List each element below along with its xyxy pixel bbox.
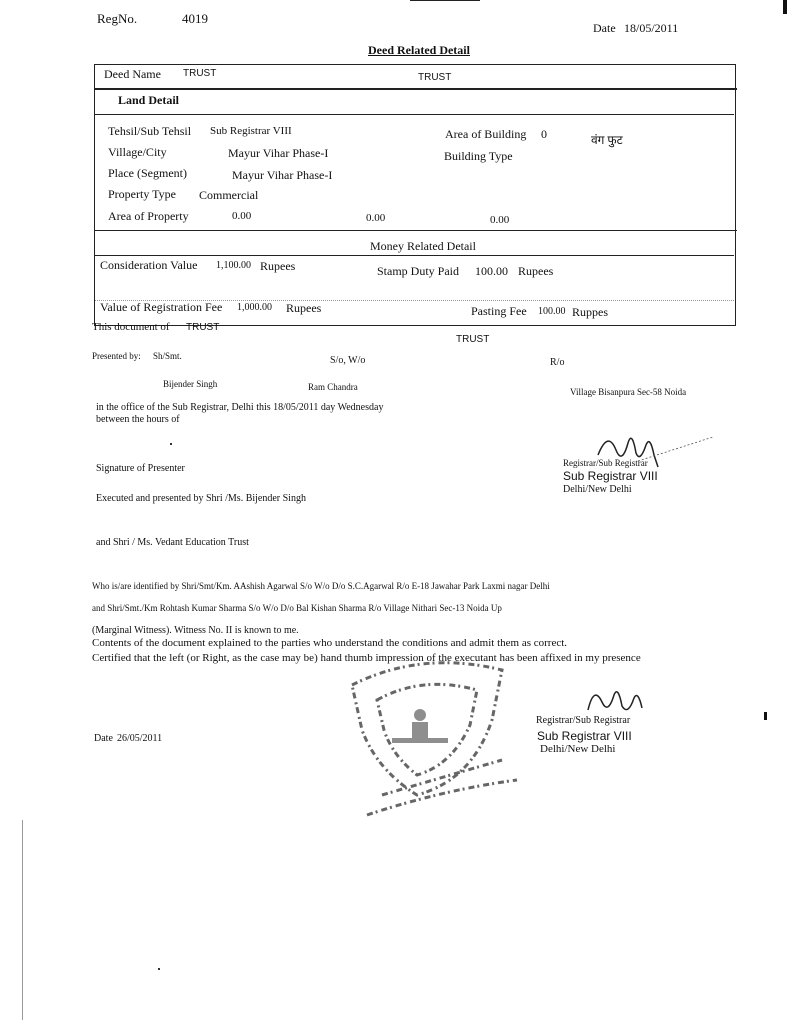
land-detail-box	[94, 88, 737, 231]
identified-line-1: Who is/are identified by Shri/Smt/Km. AAshish Agarwal S/o W/o D/o S.C.Agarwal R/o E-18 Jawahar Park Laxmi nagar Delhi	[92, 581, 550, 591]
signature-of-presenter: Signature of Presenter	[96, 463, 185, 474]
shsmt-label: Sh/Smt.	[153, 351, 182, 361]
property-type-value: Commercial	[199, 188, 259, 202]
footer-date-label: Date	[94, 733, 113, 744]
stamp-duty-value: 100.00	[475, 264, 508, 278]
area-property-value-3: 0.00	[490, 214, 510, 226]
area-property-value-1: 0.00	[232, 210, 252, 222]
area-building-unit: वंग फुट	[591, 133, 623, 147]
header-date-value: 18/05/2011	[624, 21, 679, 35]
registrar-1-line1: Registrar/Sub Registrar	[563, 458, 648, 468]
area-property-value-2: 0.00	[366, 212, 386, 224]
place-label: Place (Segment)	[108, 166, 187, 180]
sowo-label: S/o, W/o	[330, 355, 366, 366]
regno-label: RegNo.	[97, 11, 138, 26]
document-of-label: This document of	[92, 321, 170, 333]
registrar-2-line3: Delhi/New Delhi	[540, 743, 616, 755]
consideration-value: 1,100.00	[216, 260, 251, 271]
village-value: Mayur Vihar Phase-I	[228, 146, 329, 160]
money-detail-title: Money Related Detail	[370, 239, 476, 253]
area-property-label: Area of Property	[108, 209, 189, 223]
consideration-unit: Rupees	[260, 259, 296, 273]
pasting-fee-label: Pasting Fee	[471, 304, 527, 318]
scan-left-edge	[22, 820, 23, 1020]
certified-line: Certified that the left (or Right, as the case may be) hand thumb impression of the executant has been affixed in my presence	[92, 652, 641, 664]
pasting-fee-unit: Ruppes	[572, 305, 608, 319]
stamp-duty-unit: Rupees	[518, 264, 554, 278]
presenter-parent: Ram Chandra	[308, 382, 358, 392]
village-label: Village/City	[108, 145, 167, 159]
deed-name-value: TRUST	[183, 68, 217, 79]
stamp-duty-label: Stamp Duty Paid	[377, 264, 460, 278]
scan-top-line	[410, 0, 480, 1]
office-line-1: in the office of the Sub Registrar, Delhi this 18/05/2011 day Wednesday	[96, 402, 384, 413]
document-of-value: TRUST	[186, 322, 220, 333]
page-title: Deed Related Detail	[368, 43, 470, 57]
consideration-label: Consideration Value	[100, 258, 198, 272]
registrar-signature-2	[580, 680, 660, 720]
presenter-address: Village Bisanpura Sec-58 Noida	[570, 387, 687, 397]
document-type: TRUST	[456, 334, 490, 345]
area-building-value: 0	[541, 127, 547, 141]
registrar-2-line1: Registrar/Sub Registrar	[536, 715, 631, 726]
ro-label: R/o	[550, 357, 565, 368]
presenter-name: Bijender Singh	[163, 379, 218, 389]
witness-line: (Marginal Witness). Witness No. II is known to me.	[92, 625, 299, 636]
place-value: Mayur Vihar Phase-I	[232, 168, 333, 182]
building-type-label: Building Type	[444, 149, 513, 163]
registrar-1-line3: Delhi/New Delhi	[563, 484, 632, 495]
land-detail-title: Land Detail	[118, 93, 180, 107]
land-detail-header-rule	[95, 114, 734, 115]
tehsil-value: Sub Registrar VIII	[210, 125, 292, 137]
contents-line: Contents of the document explained to the parties who understand the conditions and admit them as correct.	[92, 637, 568, 649]
registration-fee-label: Value of Registration Fee	[100, 300, 223, 314]
identified-line-2: and Shri/Smt./Km Rohtash Kumar Sharma S/o W/o D/o Bal Kishan Sharma R/o Village Nithari Sec-13 Noida Up	[92, 603, 502, 613]
scan-speck	[170, 443, 172, 445]
and-line: and Shri / Ms. Vedant Education Trust	[96, 537, 249, 548]
regno-value: 4019	[182, 11, 208, 26]
footer-date-value: 26/05/2011	[117, 733, 163, 744]
executed-line: Executed and presented by Shri /Ms. Bijender Singh	[96, 493, 306, 504]
presented-by-label: Presented by:	[92, 351, 141, 361]
tehsil-label: Tehsil/Sub Tehsil	[108, 124, 192, 138]
scan-edge-mark	[783, 0, 787, 14]
property-type-label: Property Type	[108, 187, 176, 201]
scan-speck	[764, 712, 767, 720]
registration-fee-value: 1,000.00	[237, 302, 272, 313]
official-seal-stamp	[322, 630, 532, 830]
pasting-fee-value: 100.00	[538, 306, 566, 317]
area-building-label: Area of Building	[445, 127, 527, 141]
deed-name-label: Deed Name	[104, 67, 161, 81]
office-line-2: between the hours of	[96, 414, 180, 425]
registration-fee-unit: Rupees	[286, 301, 322, 315]
deed-type-value: TRUST	[418, 72, 452, 83]
registrar-2-line2: Sub Registrar VIII	[537, 729, 632, 743]
money-section-rule	[95, 255, 734, 256]
header-date-label: Date	[593, 21, 616, 35]
registrar-1-line2: Sub Registrar VIII	[563, 469, 658, 483]
scan-speck	[158, 968, 160, 970]
